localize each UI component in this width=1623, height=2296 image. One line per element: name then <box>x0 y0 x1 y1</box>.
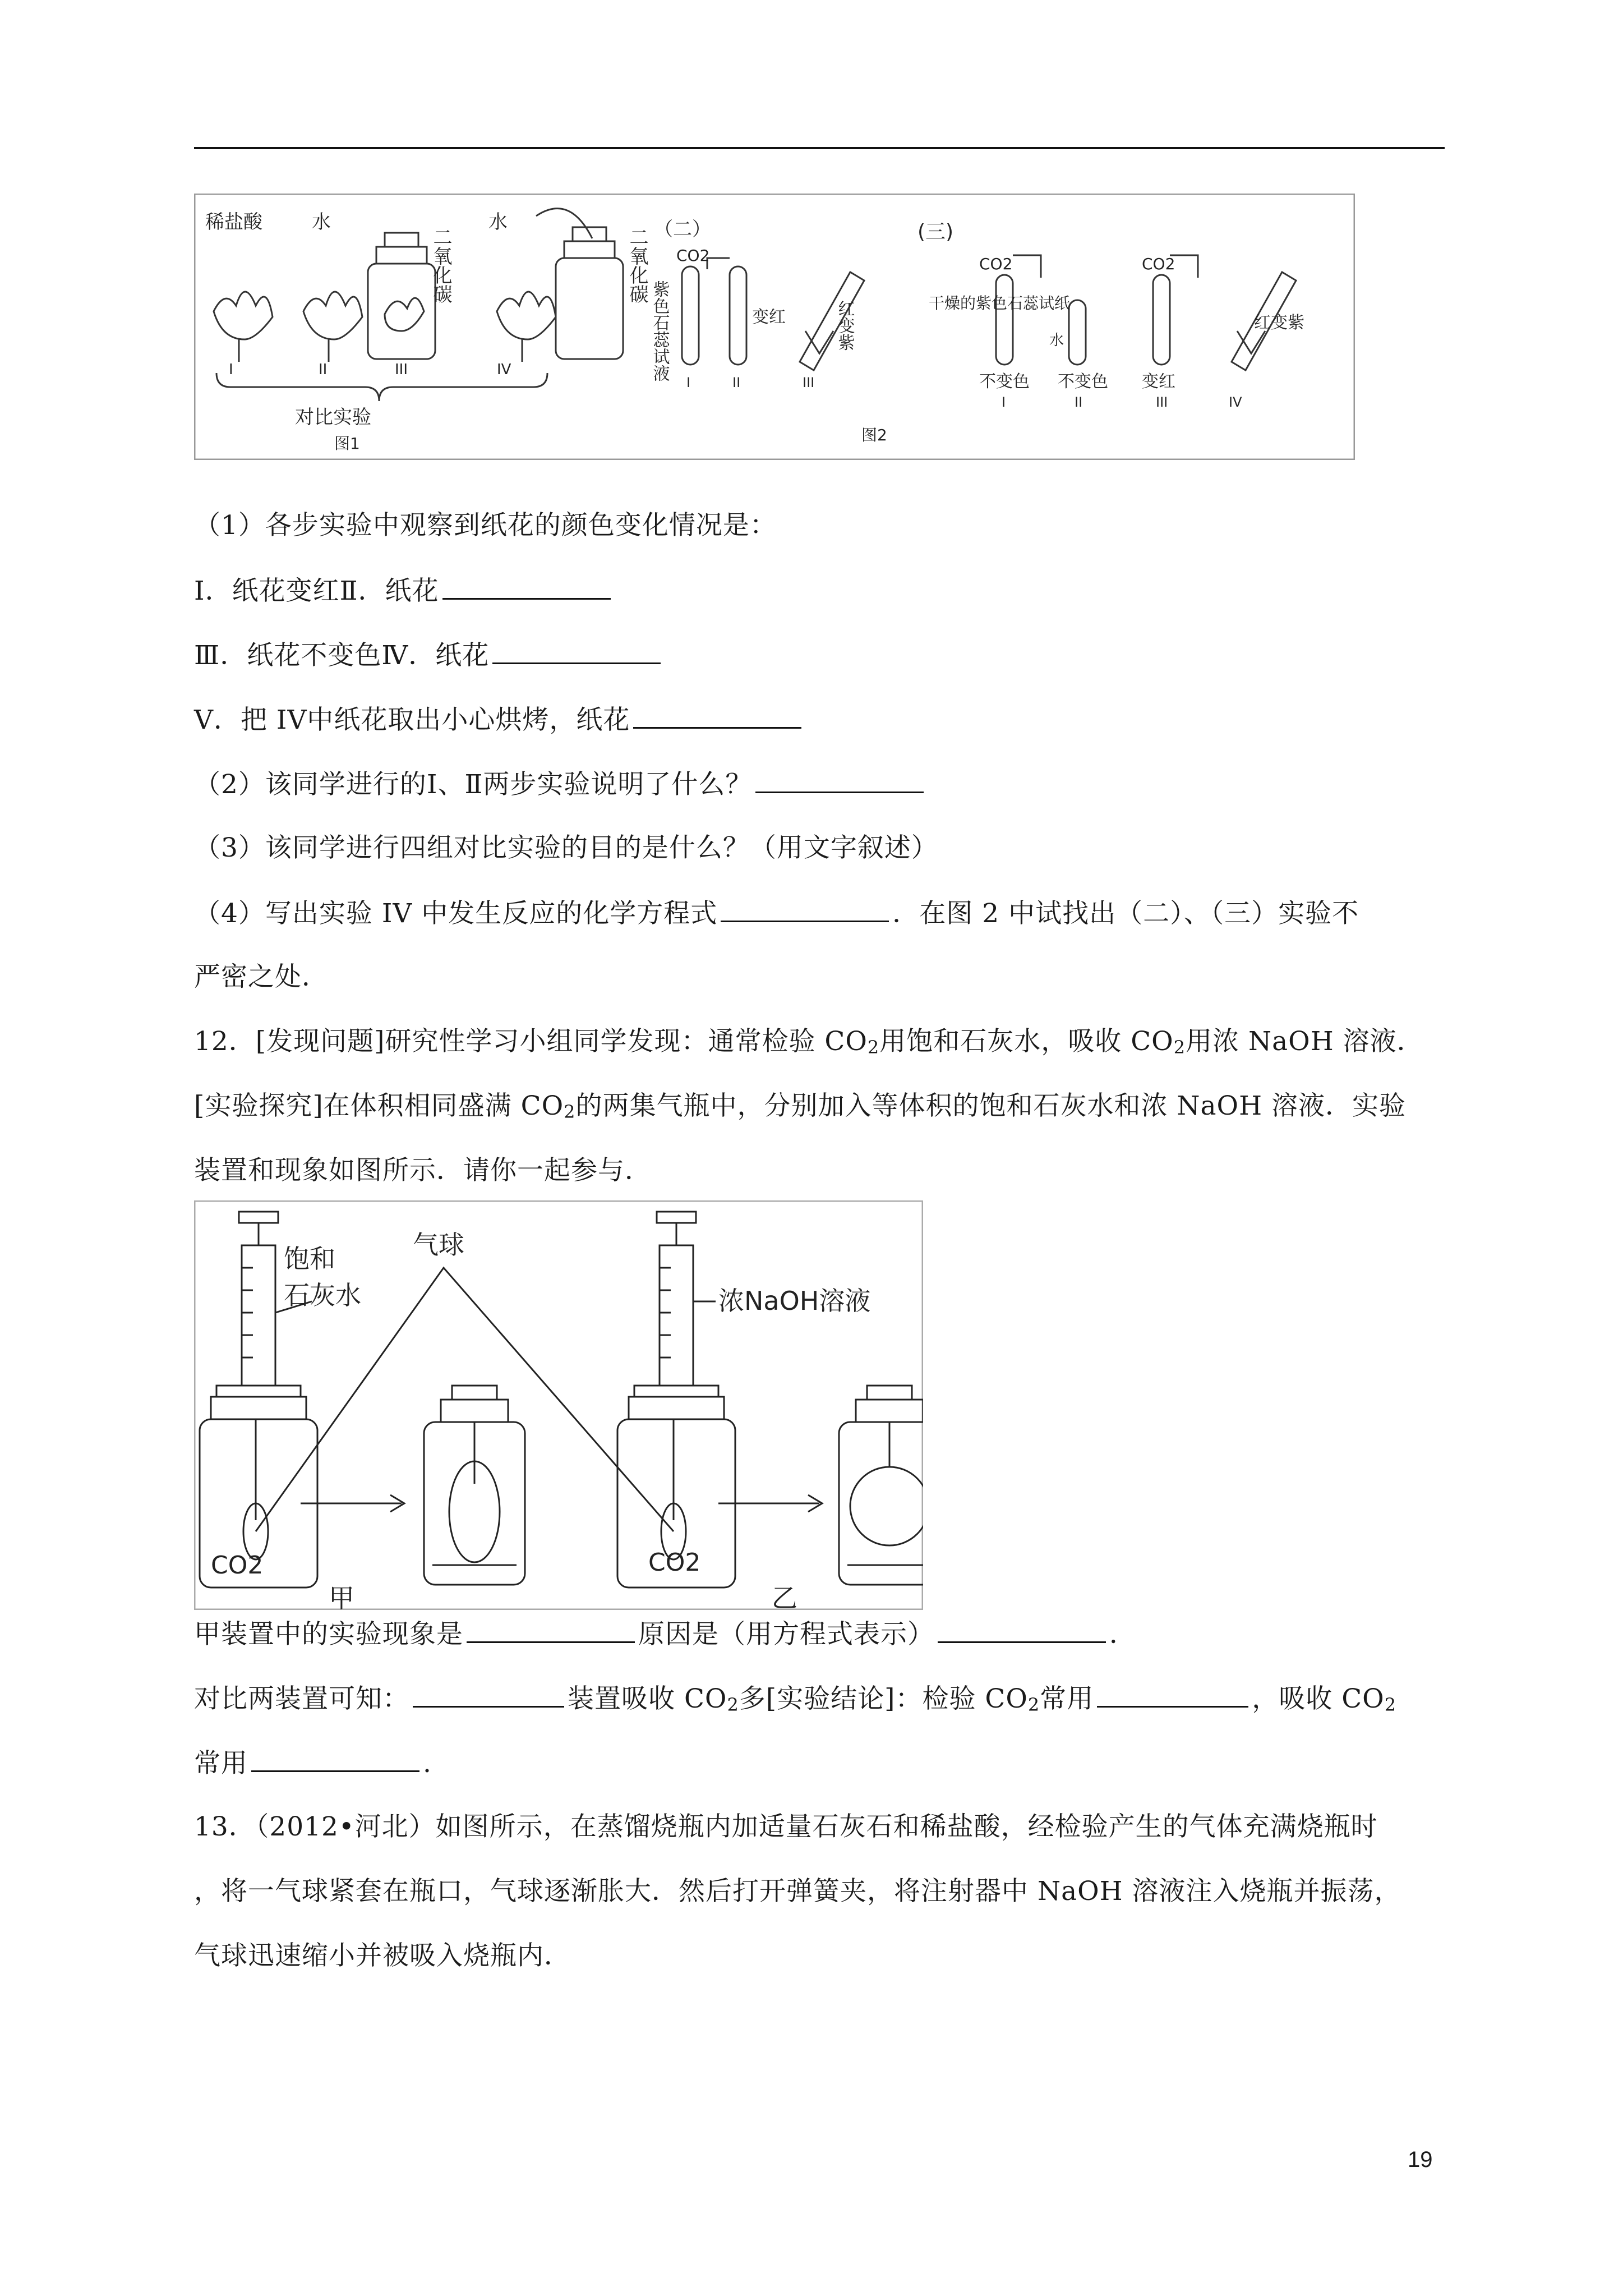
label-yi: 乙 <box>772 1583 797 1610</box>
label-roman-4: IV <box>497 361 511 378</box>
label-fig1: 图1 <box>334 434 360 453</box>
label-group2: （二） <box>654 218 711 241</box>
label-roman-3: III <box>395 361 408 378</box>
header-rule <box>194 147 1445 149</box>
question-1-i: Ⅰ．纸花变红Ⅱ．纸花 <box>194 572 614 609</box>
answer-blank[interactable] <box>467 1616 635 1643</box>
label-no-change-2: 不变色 <box>1058 372 1108 392</box>
label-litmus-liquid: 紫色石蕊试液 <box>649 280 670 381</box>
question-4: （4）写出实验 IV 中发生反应的化学方程式 ．在图 2 中试找出（二）、（三）实验不 <box>194 895 1359 932</box>
answer-blank[interactable] <box>413 1680 564 1708</box>
answer-blank[interactable] <box>938 1616 1106 1643</box>
question-12-e: 对比两装置可知： 装置吸收 $CO_2$多[实验结论]：检验 $CO_2$常用 ，吸收 $CO_2$ <box>194 1680 1396 1723</box>
label-hcl: 稀盐酸 <box>205 211 262 233</box>
answer-blank[interactable] <box>492 637 661 664</box>
label-co2-a: CO2 <box>676 246 710 265</box>
label-red-to-purple: 红变紫 <box>834 300 855 351</box>
question-13-b: ，将一气球紧套在瓶口，气球逐渐胀大．然后打开弹簧夹，将注射器中 NaOH 溶液注入烧瓶并振荡， <box>194 1876 1401 1907</box>
label-no-change-1: 不变色 <box>979 372 1030 392</box>
question-2: （2）该同学进行的Ⅰ、Ⅱ两步实验说明了什么？ <box>194 766 927 803</box>
label-g2-roman-2: II <box>732 375 741 390</box>
label-jia: 甲 <box>329 1583 354 1610</box>
label-balloon: 气球 <box>413 1230 464 1260</box>
label-co2-vertical-1: 二氧化碳 <box>430 227 452 303</box>
question-12-f: 常用 . <box>194 1745 432 1782</box>
label-saturated-2: 石灰水 <box>284 1280 361 1310</box>
label-turn-red: 变红 <box>752 307 786 327</box>
label-water2: 水 <box>488 211 508 233</box>
answer-blank[interactable] <box>251 1745 419 1772</box>
label-g3-roman-4: IV <box>1229 394 1242 410</box>
label-g2-roman-3: III <box>803 375 815 390</box>
question-3: （3）该同学进行四组对比实验的目的是什么？（用文字叙述） <box>194 832 938 863</box>
question-12-c: 装置和现象如图所示．请你一起参与． <box>194 1155 652 1186</box>
label-g3-roman-3: III <box>1156 394 1168 410</box>
question-12-b: [实验探究]在体积相同盛满 $CO_2$的两集气瓶中，分别加入等体积的饱和石灰水和浓 NaOH 溶液．实验 <box>194 1091 1407 1122</box>
label-roman-1: I <box>229 361 233 378</box>
question-1-iii: Ⅲ．纸花不变色Ⅳ．纸花 <box>194 637 664 674</box>
label-co2-left: CO2 <box>211 1551 264 1580</box>
question-13-a: 13．（2012•河北）如图所示，在蒸馏烧瓶内加适量石灰石和稀盐酸，经检验产生的气体充满烧瓶时 <box>194 1811 1378 1842</box>
label-compare: 对比实验 <box>295 406 371 429</box>
question-4-cont: 严密之处． <box>194 961 329 992</box>
label-fig2: 图2 <box>861 426 887 444</box>
label-g3-roman-1: I <box>1002 394 1006 410</box>
figure-balloon-experiment <box>194 1200 923 1610</box>
answer-blank[interactable] <box>442 572 611 600</box>
label-roman-2: II <box>319 361 328 378</box>
answer-blank[interactable] <box>755 766 924 793</box>
question-12-d: 甲装置中的实验现象是 原因是（用方程式表示） ． <box>194 1616 1136 1653</box>
question-12-a: 12．[发现问题]研究性学习小组同学发现：通常检验 $CO_2$用饱和石灰水，吸收 $CO_2$用浓 NaOH 溶液． <box>194 1026 1424 1058</box>
label-g3-roman-2: II <box>1075 394 1083 410</box>
question-1: （1）各步实验中观察到纸花的颜色变化情况是： <box>194 510 777 541</box>
answer-blank[interactable] <box>1097 1680 1248 1708</box>
label-dry-paper: 干燥的紫色石蕊试纸 <box>929 294 1071 312</box>
answer-blank[interactable] <box>721 895 889 922</box>
page-number: 19 <box>1408 2147 1433 2172</box>
label-turn-red-2: 变红 <box>1142 372 1175 392</box>
figure-litmus-experiments <box>194 194 1355 460</box>
label-co2-c: CO2 <box>1142 255 1175 273</box>
label-group3: (三) <box>917 220 954 243</box>
label-co2-right: CO2 <box>648 1548 701 1577</box>
label-co2-vertical-2: 二氧化碳 <box>626 227 648 303</box>
label-red-to-purple-2: 红变紫 <box>1254 313 1304 333</box>
label-water: 水 <box>312 211 331 233</box>
label-naoh: 浓NaOH溶液 <box>718 1286 871 1316</box>
label-g2-roman-1: I <box>686 375 691 390</box>
question-1-v: Ⅴ．把 IV中纸花取出小心烘烤，纸花 <box>194 701 805 738</box>
label-saturated-1: 饱和 <box>284 1244 335 1274</box>
label-water3: 水 <box>1049 332 1064 349</box>
question-13-c: 气球迅速缩小并被吸入烧瓶内． <box>194 1940 571 1971</box>
label-co2-b: CO2 <box>979 255 1013 273</box>
answer-blank[interactable] <box>633 701 801 729</box>
